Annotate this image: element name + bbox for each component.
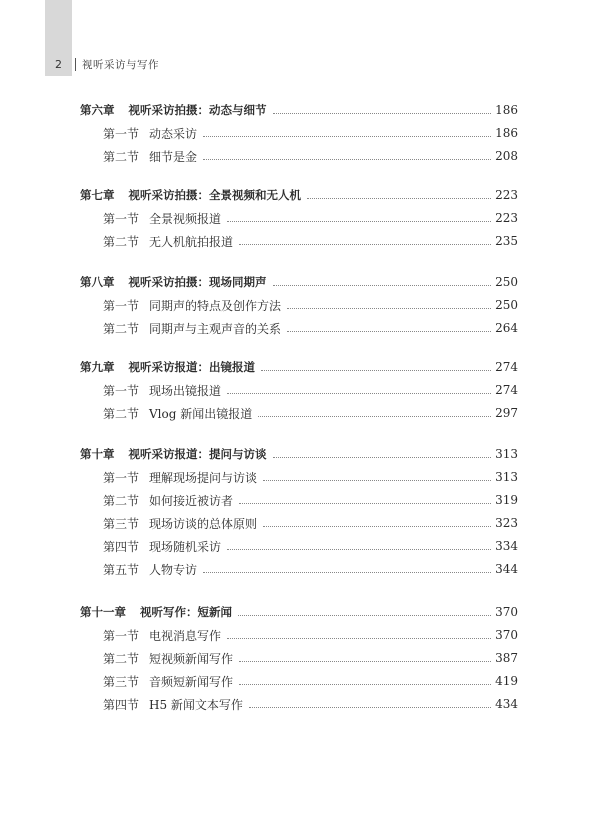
section-number: 第二节 — [103, 493, 140, 508]
page-reference: 264 — [495, 321, 518, 335]
section-number: 第四节 — [103, 539, 140, 554]
dot-leader — [263, 479, 491, 481]
dot-leader — [227, 637, 491, 639]
page-reference: 223 — [495, 188, 518, 202]
section-title: 现场出镜报道 — [149, 383, 222, 398]
chapter-number: 第七章 — [80, 188, 115, 202]
dot-leader — [227, 220, 491, 222]
page-reference: 323 — [495, 516, 518, 530]
toc-section-entry[interactable] — [103, 514, 518, 532]
section-title: 现场访谈的总体原则 — [149, 516, 258, 531]
chapter-title: 视听采访报道：出镜报道 — [128, 360, 255, 374]
toc-section-entry[interactable] — [103, 209, 518, 227]
section-title: 动态采访 — [149, 126, 198, 141]
dot-leader — [273, 456, 492, 458]
dot-leader — [203, 571, 491, 573]
section-title: 如何接近被访者 — [149, 493, 234, 508]
chapter-number: 第八章 — [80, 275, 115, 289]
toc-section-entry[interactable] — [103, 319, 518, 337]
section-number: 第一节 — [103, 126, 140, 141]
toc-section-entry[interactable] — [103, 649, 518, 667]
chapter-title: 视听采访报道：提问与访谈 — [128, 447, 267, 461]
section-title: 无人机航拍报道 — [149, 234, 234, 249]
page-reference: 313 — [495, 447, 518, 461]
dot-leader — [287, 330, 491, 332]
dot-leader — [258, 415, 491, 417]
page-reference: 419 — [495, 674, 518, 688]
page-reference: 344 — [495, 562, 518, 576]
page-reference: 208 — [495, 149, 518, 163]
section-number: 第一节 — [103, 383, 140, 398]
section-number: 第三节 — [103, 516, 140, 531]
section-number: 第一节 — [103, 628, 140, 643]
chapter-number: 第十一章 — [80, 605, 126, 619]
toc-section-entry[interactable] — [103, 147, 518, 165]
toc-chapter-entry[interactable] — [80, 186, 518, 204]
chapter-title: 视听采访拍摄：动态与细节 — [128, 103, 267, 117]
chapter-number: 第十章 — [80, 447, 115, 461]
toc-section-entry[interactable] — [103, 468, 518, 486]
section-number: 第二节 — [103, 149, 140, 164]
toc-chapter-entry[interactable] — [80, 101, 518, 119]
page-reference: 250 — [495, 298, 518, 312]
dot-leader — [227, 548, 491, 550]
dot-leader — [203, 158, 491, 160]
page-reference: 297 — [495, 406, 518, 420]
dot-leader — [239, 660, 491, 662]
section-title: 短视频新闻写作 — [149, 651, 234, 666]
section-title: 理解现场提问与访谈 — [149, 470, 258, 485]
page-reference: 223 — [495, 211, 518, 225]
page-reference: 370 — [495, 628, 518, 642]
dot-leader — [238, 614, 491, 616]
chapter-title: 视听采访拍摄：全景视频和无人机 — [128, 188, 301, 202]
toc-section-entry[interactable] — [103, 124, 518, 142]
page-reference: 370 — [495, 605, 518, 619]
section-number: 第三节 — [103, 674, 140, 689]
dot-leader — [273, 284, 492, 286]
toc-section-entry[interactable] — [103, 296, 518, 314]
toc-chapter-entry[interactable] — [80, 273, 518, 291]
section-title: H5 新闻文本写作 — [149, 697, 243, 712]
section-title: 同期声的特点及创作方法 — [149, 298, 282, 313]
page-reference: 313 — [495, 470, 518, 484]
page-reference: 186 — [495, 103, 518, 117]
page-reference: 186 — [495, 126, 518, 140]
page-reference: 274 — [495, 383, 518, 397]
section-number: 第二节 — [103, 406, 140, 421]
section-title: 电视消息写作 — [149, 628, 222, 643]
chapter-number: 第九章 — [80, 360, 115, 374]
toc-section-entry[interactable] — [103, 491, 518, 509]
section-title: Vlog 新闻出镜报道 — [149, 406, 253, 421]
section-number: 第二节 — [103, 321, 140, 336]
toc-section-entry[interactable] — [103, 381, 518, 399]
dot-leader — [307, 197, 491, 199]
page-reference: 387 — [495, 651, 518, 665]
dot-leader — [249, 706, 491, 708]
chapter-title: 视听写作：短新闻 — [140, 605, 232, 619]
toc-section-entry[interactable] — [103, 672, 518, 690]
section-title: 全景视频报道 — [149, 211, 222, 226]
dot-leader — [203, 135, 491, 137]
dot-leader — [239, 243, 491, 245]
toc-section-entry[interactable] — [103, 404, 518, 422]
toc-chapter-entry[interactable] — [80, 445, 518, 463]
section-number: 第一节 — [103, 298, 140, 313]
page-reference: 434 — [495, 697, 518, 711]
chapter-number: 第六章 — [80, 103, 115, 117]
toc-section-entry[interactable] — [103, 232, 518, 250]
page-reference: 319 — [495, 493, 518, 507]
page-number: 2 — [55, 57, 62, 71]
toc-section-entry[interactable] — [103, 560, 518, 578]
dot-leader — [239, 502, 491, 504]
dot-leader — [227, 392, 491, 394]
page-reference: 334 — [495, 539, 518, 553]
toc-chapter-entry[interactable] — [80, 603, 518, 621]
section-title: 细节是金 — [149, 149, 198, 164]
toc-section-entry[interactable] — [103, 537, 518, 555]
dot-leader — [239, 683, 491, 685]
toc-chapter-entry[interactable] — [80, 358, 518, 376]
toc-section-entry[interactable] — [103, 695, 518, 713]
page-reference: 274 — [495, 360, 518, 374]
section-number: 第二节 — [103, 651, 140, 666]
section-title: 人物专访 — [149, 562, 198, 577]
page-reference: 250 — [495, 275, 518, 289]
page-reference: 235 — [495, 234, 518, 248]
dot-leader — [263, 525, 491, 527]
running-title: 视听采访与写作 — [82, 58, 159, 71]
dot-leader — [273, 112, 492, 114]
section-title: 音频短新闻写作 — [149, 674, 234, 689]
section-number: 第一节 — [103, 470, 140, 485]
section-number: 第五节 — [103, 562, 140, 577]
dot-leader — [261, 369, 491, 371]
section-number: 第二节 — [103, 234, 140, 249]
toc-section-entry[interactable] — [103, 626, 518, 644]
section-number: 第一节 — [103, 211, 140, 226]
section-number: 第四节 — [103, 697, 140, 712]
dot-leader — [287, 307, 491, 309]
section-title: 同期声与主观声音的关系 — [149, 321, 282, 336]
section-title: 现场随机采访 — [149, 539, 222, 554]
chapter-title: 视听采访拍摄：现场同期声 — [128, 275, 267, 289]
